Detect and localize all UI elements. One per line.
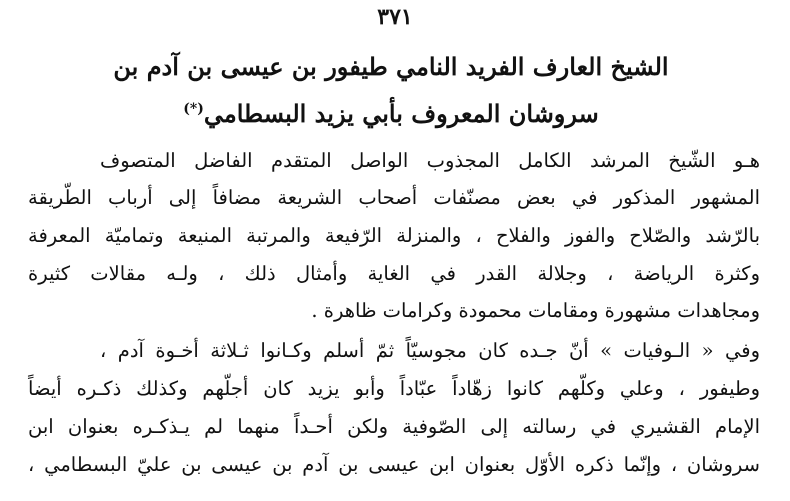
paragraph-1-line-3: بالرّشد والصّلاح والفوز والفلاح ، والمنزلة الرّفيعة والمرتبة المنيعة وتماميّة المعرفة	[28, 224, 760, 247]
paragraph-1-line-1: هـو الشّيخ المرشد الكامل المجذوب الواصل المتقدم الفاضل المتصوف	[100, 149, 760, 172]
paragraph-1-line-5: ومجاهدات مشهورة ومقامات محمودة وكرامات ظاهرة .	[311, 299, 760, 322]
title-line-1: الشيخ العارف الفريد النامي طيفور بن عيسى بن آدم بن	[113, 52, 669, 81]
paragraph-1-line-2: المشهور المذكور في بعض مصنّفات أصحاب الشريعة مضافاً إلى أرباب الطّريقة	[28, 186, 760, 209]
paragraph-2-line-4: سروشان ، وإنّما ذكره الأوّل بعنوان ابن عيسى بن آدم بن عيسى بن عليّ البسطامي ،	[28, 453, 760, 476]
footnote-marker: (*)	[183, 101, 204, 117]
paragraph-2-line-1: وفي « الـوفيات » أنّ جـده كان مجوسيّاً ثمّ أسلم وكـانوا ثـلاثة أخـوة آدم ،	[100, 339, 760, 362]
title-line-2-text: سروشان المعروف بأبي يزيد البسطامي	[203, 99, 599, 128]
page-number: ٣٧١	[377, 4, 413, 30]
paragraph-2-line-3: الإمام القشيري في رسالته إلى الصّوفية ولكن أحـداً منهما لم يـذكـره بعنوان ابن	[28, 415, 760, 438]
paragraph-2-line-2: وطيفور ، وعلي وكلّهم كانوا زهّاداً عبّاداً وأبو يزيد كان أجلّهم وكذلك ذكـره أيضاً	[28, 377, 760, 400]
title-line-2	[76, 92, 706, 131]
paragraph-1-line-4: وكثرة الرياضة ، وجلالة القدر في الغاية وأمثال ذلك ، ولـه مقالات كثيرة	[28, 262, 760, 285]
